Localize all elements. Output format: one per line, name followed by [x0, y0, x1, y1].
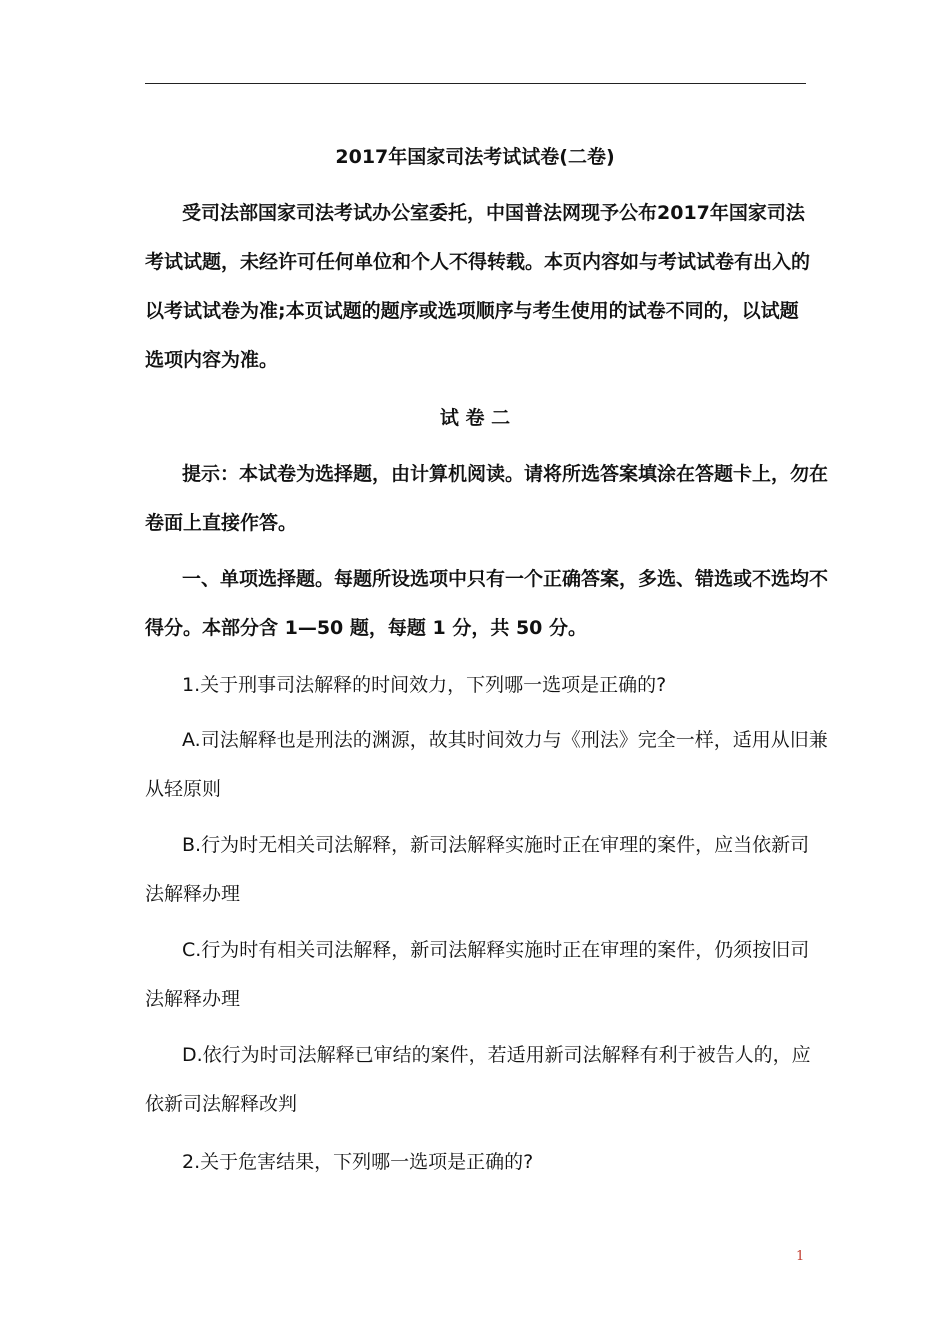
section-title: 试 卷 二: [439, 407, 511, 429]
document-title: 2017年国家司法考试试卷(二卷): [335, 146, 615, 168]
q1-option-d-line-1: D.依行为时司法解释已审结的案件，若适用新司法解释有利于被告人的，应: [182, 1044, 811, 1066]
q1-option-b-line-2: 法解释办理: [145, 883, 241, 905]
intro-line-2: 考试试题，未经许可任何单位和个人不得转载。本页内容如与考试试卷有出入的: [145, 251, 811, 273]
question-1-stem: 1.关于刑事司法解释的时间效力，下列哪一选项是正确的?: [182, 674, 667, 696]
hint-line-1: 提示：本试卷为选择题，由计算机阅读。请将所选答案填涂在答题卡上，勿在: [182, 463, 829, 485]
q1-option-c-line-2: 法解释办理: [145, 988, 241, 1010]
q1-option-a-line-1: A.司法解释也是刑法的渊源，故其时间效力与《刑法》完全一样，适用从旧兼: [182, 729, 828, 751]
page-number: 1: [796, 1249, 805, 1264]
q1-option-a-line-2: 从轻原则: [145, 778, 222, 800]
question-2-stem: 2.关于危害结果，下列哪一选项是正确的?: [182, 1151, 534, 1173]
intro-line-1: 受司法部国家司法考试办公室委托，中国普法网现予公布2017年国家司法: [182, 202, 805, 224]
hint-line-2: 卷面上直接作答。: [145, 512, 298, 534]
q1-option-b-line-1: B.行为时无相关司法解释，新司法解释实施时正在审理的案件，应当依新司: [182, 834, 810, 856]
intro-line-4: 选项内容为准。: [145, 349, 279, 371]
q1-option-c-line-1: C.行为时有相关司法解释，新司法解释实施时正在审理的案件，仍须按旧司: [182, 939, 810, 961]
part1-line-2: 得分。本部分含 1—50 题，每题 1 分，共 50 分。: [145, 617, 588, 639]
part1-line-1: 一、单项选择题。每题所设选项中只有一个正确答案，多选、错选或不选均不: [182, 568, 829, 590]
header-rule: [145, 83, 806, 84]
q1-option-d-line-2: 依新司法解释改判: [145, 1093, 298, 1115]
intro-line-3: 以考试试卷为准;本页试题的题序或选项顺序与考生使用的试卷不同的，以试题: [145, 300, 799, 322]
